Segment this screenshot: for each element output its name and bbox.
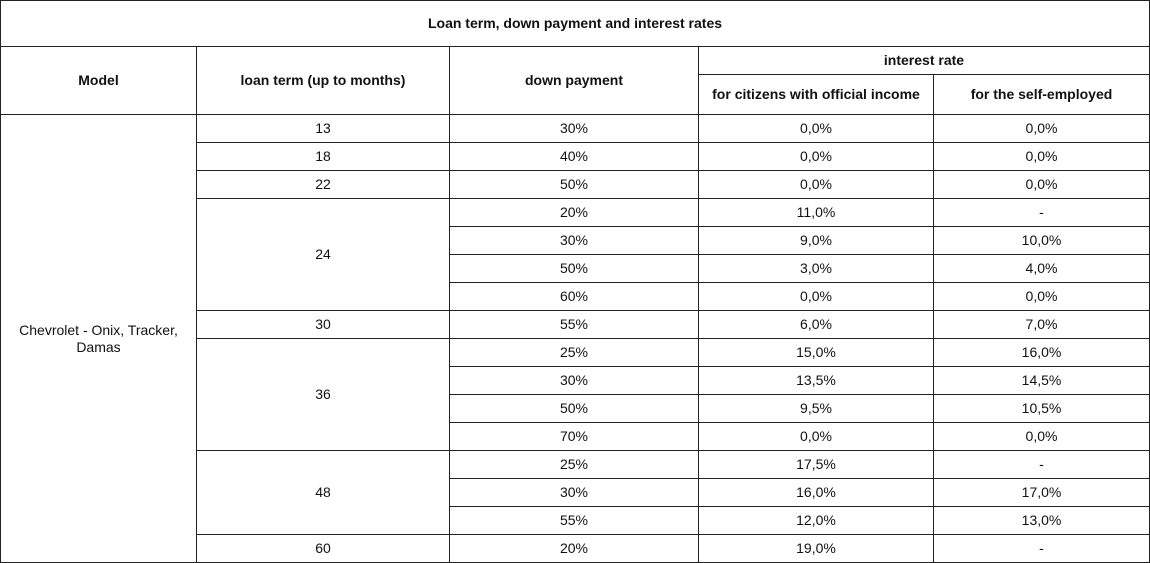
down-payment-cell: 30%	[450, 479, 699, 507]
official-rate-cell: 3,0%	[699, 255, 934, 283]
table-row	[1, 115, 1150, 143]
official-rate-cell: 6,0%	[699, 311, 934, 339]
official-rate-cell: 13,5%	[699, 367, 934, 395]
header-down-payment: down payment	[450, 47, 699, 115]
header-model: Model	[1, 47, 197, 115]
official-rate-cell: 11,0%	[699, 199, 934, 227]
down-payment-cell: 25%	[450, 451, 699, 479]
self-employed-rate-cell: 13,0%	[934, 507, 1150, 535]
official-rate-cell: 16,0%	[699, 479, 934, 507]
self-employed-rate-cell: -	[934, 199, 1150, 227]
term-cell: 13	[197, 115, 450, 143]
down-payment-cell: 40%	[450, 143, 699, 171]
down-payment-cell: 50%	[450, 171, 699, 199]
term-cell: 24	[197, 199, 450, 311]
header-self-employed: for the self-employed	[934, 75, 1150, 115]
down-payment-cell: 30%	[450, 227, 699, 255]
down-payment-cell: 25%	[450, 339, 699, 367]
self-employed-rate-cell: 0,0%	[934, 143, 1150, 171]
self-employed-rate-cell: 0,0%	[934, 171, 1150, 199]
self-employed-rate-cell: 0,0%	[934, 283, 1150, 311]
self-employed-rate-cell: 16,0%	[934, 339, 1150, 367]
official-rate-cell: 17,5%	[699, 451, 934, 479]
down-payment-cell: 50%	[450, 395, 699, 423]
self-employed-rate-cell: -	[934, 535, 1150, 563]
self-employed-rate-cell: 14,5%	[934, 367, 1150, 395]
self-employed-rate-cell: 0,0%	[934, 115, 1150, 143]
model-cell: Chevrolet - Onix, Tracker, Damas	[1, 115, 197, 563]
self-employed-rate-cell: 7,0%	[934, 311, 1150, 339]
official-rate-cell: 15,0%	[699, 339, 934, 367]
self-employed-rate-cell: 10,5%	[934, 395, 1150, 423]
official-rate-cell: 19,0%	[699, 535, 934, 563]
down-payment-cell: 20%	[450, 535, 699, 563]
self-employed-rate-cell: -	[934, 451, 1150, 479]
term-cell: 30	[197, 311, 450, 339]
self-employed-rate-cell: 0,0%	[934, 423, 1150, 451]
down-payment-cell: 60%	[450, 283, 699, 311]
term-cell: 48	[197, 451, 450, 535]
official-rate-cell: 12,0%	[699, 507, 934, 535]
table-title: Loan term, down payment and interest rates	[1, 1, 1150, 47]
term-cell: 36	[197, 339, 450, 451]
official-rate-cell: 0,0%	[699, 143, 934, 171]
header-interest-rate: interest rate	[699, 47, 1150, 75]
official-rate-cell: 0,0%	[699, 115, 934, 143]
down-payment-cell: 70%	[450, 423, 699, 451]
official-rate-cell: 0,0%	[699, 423, 934, 451]
term-cell: 22	[197, 171, 450, 199]
official-rate-cell: 0,0%	[699, 171, 934, 199]
down-payment-cell: 20%	[450, 199, 699, 227]
self-employed-rate-cell: 4,0%	[934, 255, 1150, 283]
down-payment-cell: 50%	[450, 255, 699, 283]
down-payment-cell: 55%	[450, 311, 699, 339]
official-rate-cell: 9,0%	[699, 227, 934, 255]
self-employed-rate-cell: 17,0%	[934, 479, 1150, 507]
term-cell: 18	[197, 143, 450, 171]
self-employed-rate-cell: 10,0%	[934, 227, 1150, 255]
down-payment-cell: 30%	[450, 115, 699, 143]
down-payment-cell: 55%	[450, 507, 699, 535]
header-loan-term: loan term (up to months)	[197, 47, 450, 115]
official-rate-cell: 0,0%	[699, 283, 934, 311]
header-official-income: for citizens with official income	[699, 75, 934, 115]
term-cell: 60	[197, 535, 450, 563]
official-rate-cell: 9,5%	[699, 395, 934, 423]
down-payment-cell: 30%	[450, 367, 699, 395]
